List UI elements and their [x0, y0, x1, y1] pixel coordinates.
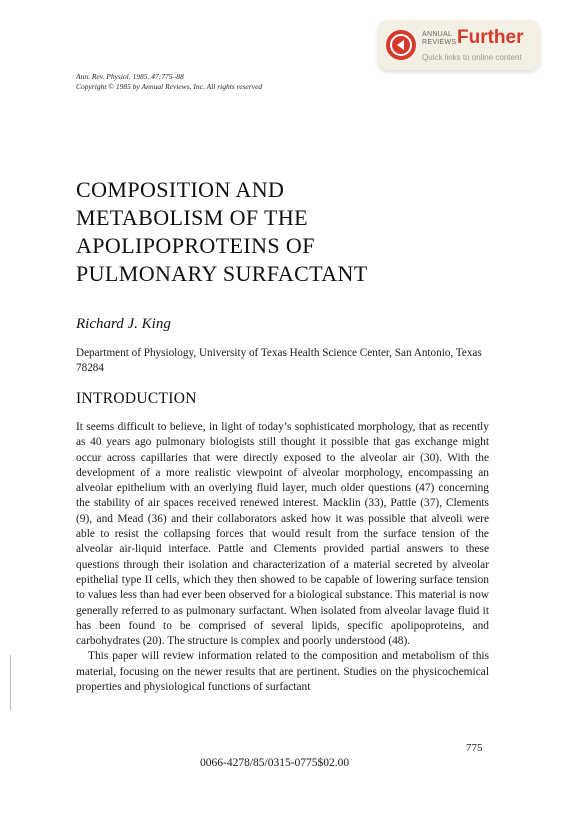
- copyright-line: Copyright © 1985 by Annual Reviews, Inc. All rights reserved: [76, 82, 263, 91]
- scan-margin-mark: [10, 655, 11, 710]
- journal-citation: [76, 72, 262, 92]
- article-title: [76, 176, 496, 288]
- author-affiliation: Department of Physiology, University of Texas Health Science Center, San Antonio, Texas 78284: [76, 347, 482, 374]
- further-label: Further: [457, 27, 524, 48]
- body-paragraph: It seems difficult to believe, in light of today’s sophisticated morphology, that as recently as 40 years ago pulmonary biologists still thought it possible that gas exchange might occur across capillaries that were directly exposed to the alveolar air (30). With the development of a more realistic viewpoint of alveolar morphology, encompassing an alveolar epithelium with an overlying fluid layer, much older questions (47) concerning the stability of air spaces received renewed interest. Macklin (33), Pattle (37), Clements (9), and Mead (36) and their collaborators asked how it was possible that alveoli were able to resist the collapsing forces that would result from the surface tension of the alveolar air-liquid interface. Pattle and Clements provided partial answers to these questions through their isolation and characterization of a material secreted by alveolar epithelial type II cells, which they then showed to be capable of lowering surface tension to values less than had ever been observed for a biological substance. This material is now generally referred to as pulmonary surfactant. When isolated from alveolar lavage fluid it has been found to be comprised of several lipids, specific apolipoproteins, and carbohydrates (20). The structure is complex and poorly understood (48).: [76, 421, 489, 648]
- title-line: APOLIPOPROTEINS OF: [76, 233, 315, 258]
- title-line: COMPOSITION AND: [76, 177, 285, 202]
- author-name: Richard J. King: [76, 316, 171, 332]
- section-heading: INTRODUCTION: [76, 390, 197, 407]
- annual-reviews-wordmark: [422, 31, 456, 47]
- annual-reviews-further-badge[interactable]: [378, 20, 540, 70]
- badge-subtitle: Quick links to online content: [422, 53, 522, 62]
- reviews-label: REVIEWS: [422, 39, 457, 46]
- title-line: PULMONARY SURFACTANT: [76, 261, 368, 286]
- article-body: [76, 420, 489, 695]
- play-arrow-icon: [386, 30, 416, 60]
- annual-label: ANNUAL: [422, 31, 453, 38]
- article-code: 0066-4278/85/0315-0775$02.00: [200, 757, 350, 769]
- page-number: 775: [466, 742, 483, 754]
- body-paragraph: This paper will review information related to the composition and metabolism of this material, focusing on the newer results that are pertinent. Studies on the physicochemical properties and physiological functions of surfactant: [76, 650, 489, 694]
- title-line: METABOLISM OF THE: [76, 205, 308, 230]
- citation-line-1: Ann. Rev. Physiol. 1985. 47:775–88: [76, 72, 184, 81]
